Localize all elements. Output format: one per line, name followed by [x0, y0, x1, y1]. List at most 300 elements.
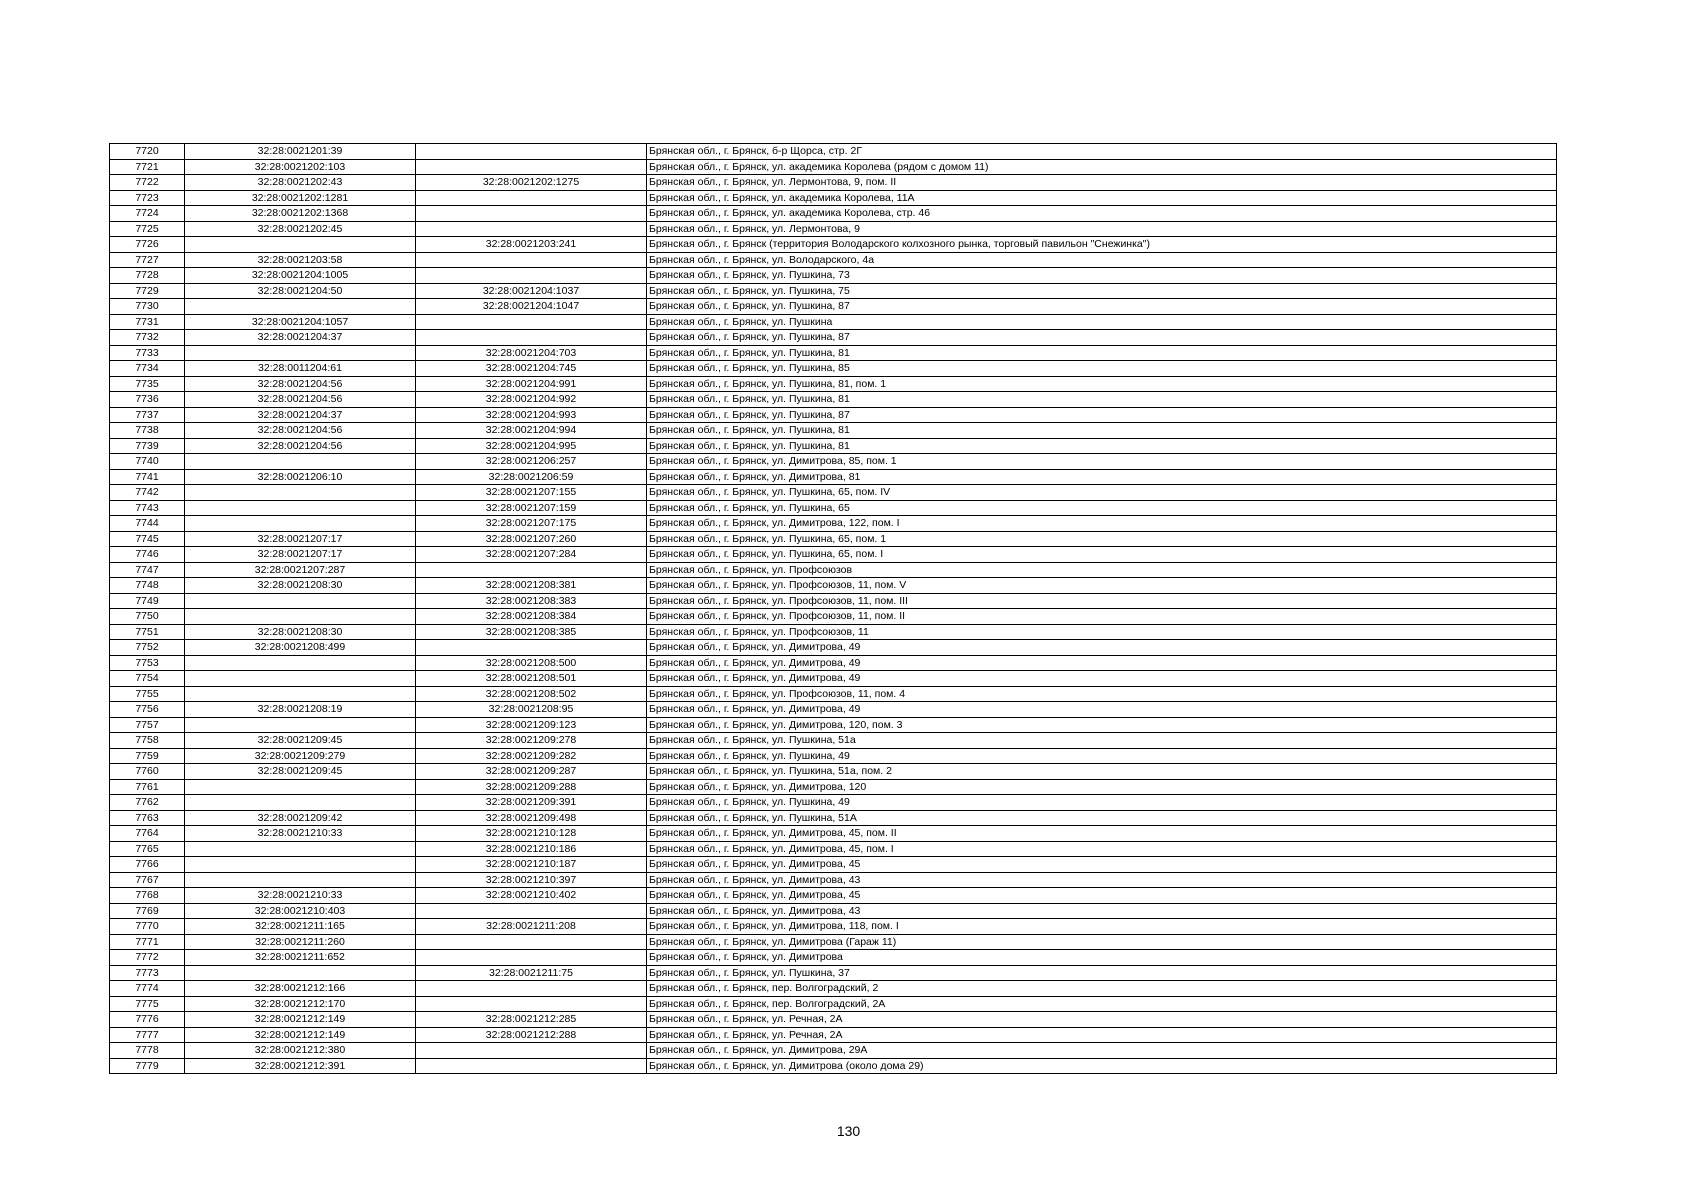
- address-cell: Брянская обл., г. Брянск, ул. Пушкина, 73: [647, 268, 1557, 284]
- object-cadastral-number-cell: 32:28:0021204:992: [416, 392, 647, 408]
- cadastral-number-cell: 32:28:0021204:1005: [185, 268, 416, 284]
- cadastral-number-cell: [185, 237, 416, 253]
- object-cadastral-number-cell: [416, 159, 647, 175]
- object-cadastral-number-cell: 32:28:0021207:284: [416, 547, 647, 563]
- row-number-cell: 7731: [110, 314, 185, 330]
- table-row: [110, 624, 1557, 640]
- table-row: [110, 268, 1557, 284]
- object-cadastral-number-cell: 32:28:0021204:991: [416, 376, 647, 392]
- row-number-cell: 7755: [110, 686, 185, 702]
- address-cell: Брянская обл., г. Брянск, ул. академика Королева, 11А: [647, 190, 1557, 206]
- cadastral-number-cell: [185, 609, 416, 625]
- table-row: [110, 345, 1557, 361]
- object-cadastral-number-cell: 32:28:0021206:257: [416, 454, 647, 470]
- table-row: [110, 748, 1557, 764]
- row-number-cell: 7751: [110, 624, 185, 640]
- row-number-cell: 7773: [110, 965, 185, 981]
- object-cadastral-number-cell: [416, 190, 647, 206]
- row-number-cell: 7771: [110, 934, 185, 950]
- table-row: [110, 826, 1557, 842]
- row-number-cell: 7756: [110, 702, 185, 718]
- cadastral-number-cell: 32:28:0021209:45: [185, 733, 416, 749]
- table-row: [110, 159, 1557, 175]
- address-cell: Брянская обл., г. Брянск, ул. Димитрова, 49: [647, 655, 1557, 671]
- row-number-cell: 7742: [110, 485, 185, 501]
- address-cell: Брянская обл., г. Брянск, ул. Пушкина, 87: [647, 330, 1557, 346]
- row-number-cell: 7737: [110, 407, 185, 423]
- object-cadastral-number-cell: 32:28:0021208:383: [416, 593, 647, 609]
- table-row: [110, 454, 1557, 470]
- row-number-cell: 7729: [110, 283, 185, 299]
- table-row: [110, 872, 1557, 888]
- table-row: [110, 717, 1557, 733]
- table-row: [110, 702, 1557, 718]
- cadastral-number-cell: 32:28:0021209:42: [185, 810, 416, 826]
- row-number-cell: 7759: [110, 748, 185, 764]
- object-cadastral-number-cell: 32:28:0021207:155: [416, 485, 647, 501]
- cadastral-number-cell: 32:28:0021207:17: [185, 547, 416, 563]
- cadastral-number-cell: 32:28:0021207:17: [185, 531, 416, 547]
- table-row: [110, 609, 1557, 625]
- cadastral-number-cell: 32:28:0021202:1281: [185, 190, 416, 206]
- address-cell: Брянская обл., г. Брянск, ул. Пушкина, 49: [647, 748, 1557, 764]
- cadastral-number-cell: 32:28:0021212:149: [185, 1012, 416, 1028]
- registry-table: [109, 143, 1557, 1074]
- row-number-cell: 7767: [110, 872, 185, 888]
- address-cell: Брянская обл., г. Брянск, ул. Пушкина, 65: [647, 500, 1557, 516]
- address-cell: Брянская обл., г. Брянск, ул. Димитрова, 85, пом. 1: [647, 454, 1557, 470]
- row-number-cell: 7744: [110, 516, 185, 532]
- cadastral-number-cell: 32:28:0021204:56: [185, 438, 416, 454]
- object-cadastral-number-cell: 32:28:0021207:175: [416, 516, 647, 532]
- object-cadastral-number-cell: 32:28:0021209:498: [416, 810, 647, 826]
- row-number-cell: 7757: [110, 717, 185, 733]
- object-cadastral-number-cell: [416, 314, 647, 330]
- table-row: [110, 330, 1557, 346]
- object-cadastral-number-cell: 32:28:0021209:288: [416, 779, 647, 795]
- table-row: [110, 965, 1557, 981]
- object-cadastral-number-cell: 32:28:0021204:1047: [416, 299, 647, 315]
- row-number-cell: 7768: [110, 888, 185, 904]
- table-row: [110, 314, 1557, 330]
- table-row: [110, 469, 1557, 485]
- cadastral-number-cell: [185, 779, 416, 795]
- address-cell: Брянская обл., г. Брянск, ул. Лермонтова, 9: [647, 221, 1557, 237]
- row-number-cell: 7762: [110, 795, 185, 811]
- address-cell: Брянская обл., г. Брянск, ул. Профсоюзов, 11: [647, 624, 1557, 640]
- row-number-cell: 7728: [110, 268, 185, 284]
- address-cell: Брянская обл., г. Брянск, ул. Пушкина, 81: [647, 423, 1557, 439]
- row-number-cell: 7760: [110, 764, 185, 780]
- cadastral-number-cell: 32:28:0021204:56: [185, 392, 416, 408]
- row-number-cell: 7722: [110, 175, 185, 191]
- row-number-cell: 7749: [110, 593, 185, 609]
- cadastral-number-cell: 32:28:0021203:58: [185, 252, 416, 268]
- table-row: [110, 175, 1557, 191]
- table-row: [110, 1012, 1557, 1028]
- row-number-cell: 7743: [110, 500, 185, 516]
- cadastral-number-cell: [185, 500, 416, 516]
- cadastral-number-cell: [185, 671, 416, 687]
- row-number-cell: 7777: [110, 1027, 185, 1043]
- row-number-cell: 7753: [110, 655, 185, 671]
- table-row: [110, 361, 1557, 377]
- object-cadastral-number-cell: [416, 950, 647, 966]
- address-cell: Брянская обл., г. Брянск, ул. Профсоюзов, 11, пом. V: [647, 578, 1557, 594]
- address-cell: Брянская обл., г. Брянск, ул. Димитрова, 45: [647, 857, 1557, 873]
- address-cell: Брянская обл., г. Брянск, ул. Речная, 2А: [647, 1012, 1557, 1028]
- object-cadastral-number-cell: 32:28:0021210:186: [416, 841, 647, 857]
- address-cell: Брянская обл., г. Брянск, ул. Пушкина, 81: [647, 345, 1557, 361]
- object-cadastral-number-cell: 32:28:0021203:241: [416, 237, 647, 253]
- table-row: [110, 1058, 1557, 1074]
- table-row: [110, 981, 1557, 997]
- table-row: [110, 392, 1557, 408]
- table-row: [110, 795, 1557, 811]
- table-row: [110, 764, 1557, 780]
- object-cadastral-number-cell: 32:28:0021210:397: [416, 872, 647, 888]
- object-cadastral-number-cell: 32:28:0021204:745: [416, 361, 647, 377]
- address-cell: Брянская обл., г. Брянск, пер. Волгоградский, 2: [647, 981, 1557, 997]
- cadastral-number-cell: 32:28:0021202:103: [185, 159, 416, 175]
- cadastral-number-cell: 32:28:0021208:30: [185, 578, 416, 594]
- address-cell: Брянская обл., г. Брянск, пер. Волгоградский, 2А: [647, 996, 1557, 1012]
- cadastral-number-cell: 32:28:0021212:391: [185, 1058, 416, 1074]
- address-cell: Брянская обл., г. Брянск, ул. Пушкина, 81: [647, 392, 1557, 408]
- address-cell: Брянская обл., г. Брянск, ул. Лермонтова, 9, пом. II: [647, 175, 1557, 191]
- table-row: [110, 810, 1557, 826]
- table-row: [110, 996, 1557, 1012]
- cadastral-number-cell: 32:28:0021212:170: [185, 996, 416, 1012]
- table-row: [110, 252, 1557, 268]
- cadastral-number-cell: [185, 965, 416, 981]
- row-number-cell: 7748: [110, 578, 185, 594]
- cadastral-number-cell: 32:28:0021210:33: [185, 888, 416, 904]
- row-number-cell: 7746: [110, 547, 185, 563]
- object-cadastral-number-cell: [416, 330, 647, 346]
- table-row: [110, 283, 1557, 299]
- cadastral-number-cell: 32:28:0021212:166: [185, 981, 416, 997]
- row-number-cell: 7735: [110, 376, 185, 392]
- row-number-cell: 7769: [110, 903, 185, 919]
- table-row: [110, 500, 1557, 516]
- row-number-cell: 7724: [110, 206, 185, 222]
- address-cell: Брянская обл., г. Брянск, ул. Пушкина, 81: [647, 438, 1557, 454]
- object-cadastral-number-cell: 32:28:0021207:260: [416, 531, 647, 547]
- object-cadastral-number-cell: 32:28:0021208:501: [416, 671, 647, 687]
- table-row: [110, 531, 1557, 547]
- row-number-cell: 7745: [110, 531, 185, 547]
- object-cadastral-number-cell: [416, 1058, 647, 1074]
- table-row: [110, 903, 1557, 919]
- row-number-cell: 7754: [110, 671, 185, 687]
- address-cell: Брянская обл., г. Брянск, ул. Димитрова, 43: [647, 872, 1557, 888]
- table-row: [110, 919, 1557, 935]
- object-cadastral-number-cell: [416, 996, 647, 1012]
- cadastral-number-cell: [185, 686, 416, 702]
- object-cadastral-number-cell: [416, 981, 647, 997]
- address-cell: Брянская обл., г. Брянск, ул. Пушкина, 49: [647, 795, 1557, 811]
- object-cadastral-number-cell: 32:28:0021208:384: [416, 609, 647, 625]
- table-row: [110, 438, 1557, 454]
- address-cell: Брянская обл., г. Брянск, ул. Пушкина, 65, пом. IV: [647, 485, 1557, 501]
- object-cadastral-number-cell: 32:28:0021204:993: [416, 407, 647, 423]
- address-cell: Брянская обл., г. Брянск, ул. Димитрова (около дома 29): [647, 1058, 1557, 1074]
- address-cell: Брянская обл., г. Брянск, ул. Димитрова (Гараж 11): [647, 934, 1557, 950]
- address-cell: Брянская обл., г. Брянск, ул. Профсоюзов, 11, пом. 4: [647, 686, 1557, 702]
- cadastral-number-cell: [185, 655, 416, 671]
- object-cadastral-number-cell: 32:28:0021209:287: [416, 764, 647, 780]
- object-cadastral-number-cell: 32:28:0021210:187: [416, 857, 647, 873]
- cadastral-number-cell: 32:28:0021208:499: [185, 640, 416, 656]
- address-cell: Брянская обл., г. Брянск, ул. Володарского, 4а: [647, 252, 1557, 268]
- table-row: [110, 144, 1557, 160]
- table-row: [110, 407, 1557, 423]
- object-cadastral-number-cell: 32:28:0021209:123: [416, 717, 647, 733]
- address-cell: Брянская обл., г. Брянск, ул. Димитрова, 43: [647, 903, 1557, 919]
- cadastral-number-cell: 32:28:0021212:380: [185, 1043, 416, 1059]
- cadastral-number-cell: 32:28:0021204:56: [185, 423, 416, 439]
- table-row: [110, 1043, 1557, 1059]
- table-row: [110, 423, 1557, 439]
- address-cell: Брянская обл., г. Брянск, ул. Речная, 2А: [647, 1027, 1557, 1043]
- registry-table-body: [110, 144, 1557, 1074]
- object-cadastral-number-cell: 32:28:0021210:128: [416, 826, 647, 842]
- page-number: 130: [836, 1123, 861, 1139]
- object-cadastral-number-cell: 32:28:0021208:381: [416, 578, 647, 594]
- table-row: [110, 1027, 1557, 1043]
- row-number-cell: 7752: [110, 640, 185, 656]
- object-cadastral-number-cell: 32:28:0021204:994: [416, 423, 647, 439]
- table-row: [110, 221, 1557, 237]
- object-cadastral-number-cell: [416, 640, 647, 656]
- table-row: [110, 190, 1557, 206]
- object-cadastral-number-cell: 32:28:0021204:703: [416, 345, 647, 361]
- row-number-cell: 7779: [110, 1058, 185, 1074]
- object-cadastral-number-cell: [416, 903, 647, 919]
- row-number-cell: 7747: [110, 562, 185, 578]
- object-cadastral-number-cell: 32:28:0021211:75: [416, 965, 647, 981]
- cadastral-number-cell: 32:28:0021208:30: [185, 624, 416, 640]
- object-cadastral-number-cell: 32:28:0021208:95: [416, 702, 647, 718]
- row-number-cell: 7732: [110, 330, 185, 346]
- object-cadastral-number-cell: 32:28:0021211:208: [416, 919, 647, 935]
- object-cadastral-number-cell: [416, 221, 647, 237]
- table-row: [110, 950, 1557, 966]
- address-cell: Брянская обл., г. Брянск, ул. Пушкина, 51а, пом. 2: [647, 764, 1557, 780]
- row-number-cell: 7733: [110, 345, 185, 361]
- cadastral-number-cell: [185, 593, 416, 609]
- address-cell: Брянская обл., г. Брянск, ул. Пушкина, 51А: [647, 810, 1557, 826]
- cadastral-number-cell: 32:28:0021204:50: [185, 283, 416, 299]
- row-number-cell: 7738: [110, 423, 185, 439]
- cadastral-number-cell: 32:28:0021210:33: [185, 826, 416, 842]
- table-row: [110, 841, 1557, 857]
- cadastral-number-cell: 32:28:0021202:1368: [185, 206, 416, 222]
- row-number-cell: 7774: [110, 981, 185, 997]
- address-cell: Брянская обл., г. Брянск, ул. Димитрова, 120: [647, 779, 1557, 795]
- row-number-cell: 7725: [110, 221, 185, 237]
- row-number-cell: 7739: [110, 438, 185, 454]
- table-row: [110, 655, 1557, 671]
- address-cell: Брянская обл., г. Брянск, ул. Пушкина, 81, пом. 1: [647, 376, 1557, 392]
- cadastral-number-cell: 32:28:0021211:165: [185, 919, 416, 935]
- cadastral-number-cell: 32:28:0021211:260: [185, 934, 416, 950]
- row-number-cell: 7764: [110, 826, 185, 842]
- object-cadastral-number-cell: [416, 144, 647, 160]
- cadastral-number-cell: 32:28:0011204:61: [185, 361, 416, 377]
- object-cadastral-number-cell: 32:28:0021204:1037: [416, 283, 647, 299]
- row-number-cell: 7761: [110, 779, 185, 795]
- object-cadastral-number-cell: 32:28:0021210:402: [416, 888, 647, 904]
- address-cell: Брянская обл., г. Брянск, ул. Димитрова, 29А: [647, 1043, 1557, 1059]
- object-cadastral-number-cell: 32:28:0021204:995: [416, 438, 647, 454]
- row-number-cell: 7727: [110, 252, 185, 268]
- row-number-cell: 7776: [110, 1012, 185, 1028]
- address-cell: Брянская обл., г. Брянск, ул. Пушкина, 51а: [647, 733, 1557, 749]
- cadastral-number-cell: 32:28:0021207:287: [185, 562, 416, 578]
- row-number-cell: 7775: [110, 996, 185, 1012]
- row-number-cell: 7758: [110, 733, 185, 749]
- address-cell: Брянская обл., г. Брянск, ул. Димитрова, 122, пом. I: [647, 516, 1557, 532]
- address-cell: Брянская обл., г. Брянск, ул. академика Королева (рядом с домом 11): [647, 159, 1557, 175]
- table-row: [110, 299, 1557, 315]
- cadastral-number-cell: 32:28:0021202:45: [185, 221, 416, 237]
- address-cell: Брянская обл., г. Брянск, ул. Пушкина, 87: [647, 299, 1557, 315]
- row-number-cell: 7730: [110, 299, 185, 315]
- table-row: [110, 733, 1557, 749]
- address-cell: Брянская обл., г. Брянск, ул. Димитрова, 120, пом. 3: [647, 717, 1557, 733]
- table-row: [110, 593, 1557, 609]
- address-cell: Брянская обл., г. Брянск, ул. Димитрова, 49: [647, 671, 1557, 687]
- cadastral-number-cell: 32:28:0021204:37: [185, 330, 416, 346]
- address-cell: Брянская обл., г. Брянск, ул. Профсоюзов, 11, пом. III: [647, 593, 1557, 609]
- object-cadastral-number-cell: 32:28:0021209:282: [416, 748, 647, 764]
- row-number-cell: 7772: [110, 950, 185, 966]
- object-cadastral-number-cell: [416, 1043, 647, 1059]
- address-cell: Брянская обл., г. Брянск, ул. Димитрова, 81: [647, 469, 1557, 485]
- row-number-cell: 7778: [110, 1043, 185, 1059]
- table-row: [110, 206, 1557, 222]
- table-row: [110, 640, 1557, 656]
- address-cell: Брянская обл., г. Брянск, ул. Димитрова, 45, пом. II: [647, 826, 1557, 842]
- address-cell: Брянская обл., г. Брянск, ул. Димитрова, 49: [647, 702, 1557, 718]
- cadastral-number-cell: [185, 717, 416, 733]
- cadastral-number-cell: 32:28:0021212:149: [185, 1027, 416, 1043]
- cadastral-number-cell: 32:28:0021201:39: [185, 144, 416, 160]
- address-cell: Брянская обл., г. Брянск, ул. Пушкина, 75: [647, 283, 1557, 299]
- cadastral-number-cell: [185, 872, 416, 888]
- cadastral-number-cell: 32:28:0021209:279: [185, 748, 416, 764]
- row-number-cell: 7721: [110, 159, 185, 175]
- cadastral-number-cell: 32:28:0021210:403: [185, 903, 416, 919]
- table-row: [110, 516, 1557, 532]
- object-cadastral-number-cell: [416, 268, 647, 284]
- cadastral-number-cell: 32:28:0021206:10: [185, 469, 416, 485]
- cadastral-number-cell: 32:28:0021204:56: [185, 376, 416, 392]
- table-row: [110, 934, 1557, 950]
- row-number-cell: 7741: [110, 469, 185, 485]
- row-number-cell: 7750: [110, 609, 185, 625]
- object-cadastral-number-cell: [416, 252, 647, 268]
- row-number-cell: 7763: [110, 810, 185, 826]
- address-cell: Брянская обл., г. Брянск, ул. Димитрова, 49: [647, 640, 1557, 656]
- cadastral-number-cell: [185, 516, 416, 532]
- cadastral-number-cell: [185, 345, 416, 361]
- object-cadastral-number-cell: [416, 562, 647, 578]
- address-cell: Брянская обл., г. Брянск, ул. Пушкина, 87: [647, 407, 1557, 423]
- address-cell: Брянская обл., г. Брянск (территория Володарского колхозного рынка, торговый павильон "Снежинка"): [647, 237, 1557, 253]
- object-cadastral-number-cell: 32:28:0021209:391: [416, 795, 647, 811]
- cadastral-number-cell: [185, 299, 416, 315]
- table-row: [110, 779, 1557, 795]
- cadastral-number-cell: [185, 841, 416, 857]
- cadastral-number-cell: [185, 795, 416, 811]
- table-row: [110, 857, 1557, 873]
- object-cadastral-number-cell: 32:28:0021206:59: [416, 469, 647, 485]
- address-cell: Брянская обл., г. Брянск, ул. Пушкина, 65, пом. 1: [647, 531, 1557, 547]
- address-cell: Брянская обл., г. Брянск, ул. Профсоюзов, 11, пом. II: [647, 609, 1557, 625]
- table-row: [110, 578, 1557, 594]
- cadastral-number-cell: [185, 857, 416, 873]
- object-cadastral-number-cell: 32:28:0021202:1275: [416, 175, 647, 191]
- row-number-cell: 7720: [110, 144, 185, 160]
- table-row: [110, 686, 1557, 702]
- address-cell: Брянская обл., г. Брянск, ул. академика Королева, стр. 46: [647, 206, 1557, 222]
- table-row: [110, 888, 1557, 904]
- row-number-cell: 7734: [110, 361, 185, 377]
- table-row: [110, 237, 1557, 253]
- table-row: [110, 485, 1557, 501]
- object-cadastral-number-cell: [416, 206, 647, 222]
- address-cell: Брянская обл., г. Брянск, ул. Димитрова, 45: [647, 888, 1557, 904]
- table-row: [110, 376, 1557, 392]
- row-number-cell: 7770: [110, 919, 185, 935]
- table-row: [110, 562, 1557, 578]
- object-cadastral-number-cell: [416, 934, 647, 950]
- address-cell: Брянская обл., г. Брянск, б-р Щорса, стр. 2Г: [647, 144, 1557, 160]
- table-row: [110, 547, 1557, 563]
- address-cell: Брянская обл., г. Брянск, ул. Димитрова: [647, 950, 1557, 966]
- address-cell: Брянская обл., г. Брянск, ул. Димитрова, 45, пом. I: [647, 841, 1557, 857]
- address-cell: Брянская обл., г. Брянск, ул. Пушкина: [647, 314, 1557, 330]
- object-cadastral-number-cell: 32:28:0021208:502: [416, 686, 647, 702]
- cadastral-number-cell: [185, 485, 416, 501]
- row-number-cell: 7736: [110, 392, 185, 408]
- cadastral-number-cell: 32:28:0021208:19: [185, 702, 416, 718]
- row-number-cell: 7765: [110, 841, 185, 857]
- address-cell: Брянская обл., г. Брянск, ул. Димитрова, 118, пом. I: [647, 919, 1557, 935]
- object-cadastral-number-cell: 32:28:0021208:385: [416, 624, 647, 640]
- row-number-cell: 7726: [110, 237, 185, 253]
- object-cadastral-number-cell: 32:28:0021209:278: [416, 733, 647, 749]
- object-cadastral-number-cell: 32:28:0021212:288: [416, 1027, 647, 1043]
- address-cell: Брянская обл., г. Брянск, ул. Пушкина, 85: [647, 361, 1557, 377]
- cadastral-number-cell: 32:28:0021204:37: [185, 407, 416, 423]
- cadastral-number-cell: 32:28:0021211:652: [185, 950, 416, 966]
- address-cell: Брянская обл., г. Брянск, ул. Пушкина, 65, пом. I: [647, 547, 1557, 563]
- cadastral-number-cell: 32:28:0021204:1057: [185, 314, 416, 330]
- object-cadastral-number-cell: 32:28:0021212:285: [416, 1012, 647, 1028]
- cadastral-number-cell: 32:28:0021202:43: [185, 175, 416, 191]
- object-cadastral-number-cell: 32:28:0021208:500: [416, 655, 647, 671]
- row-number-cell: 7740: [110, 454, 185, 470]
- table-row: [110, 671, 1557, 687]
- row-number-cell: 7723: [110, 190, 185, 206]
- row-number-cell: 7766: [110, 857, 185, 873]
- address-cell: Брянская обл., г. Брянск, ул. Профсоюзов: [647, 562, 1557, 578]
- address-cell: Брянская обл., г. Брянск, ул. Пушкина, 37: [647, 965, 1557, 981]
